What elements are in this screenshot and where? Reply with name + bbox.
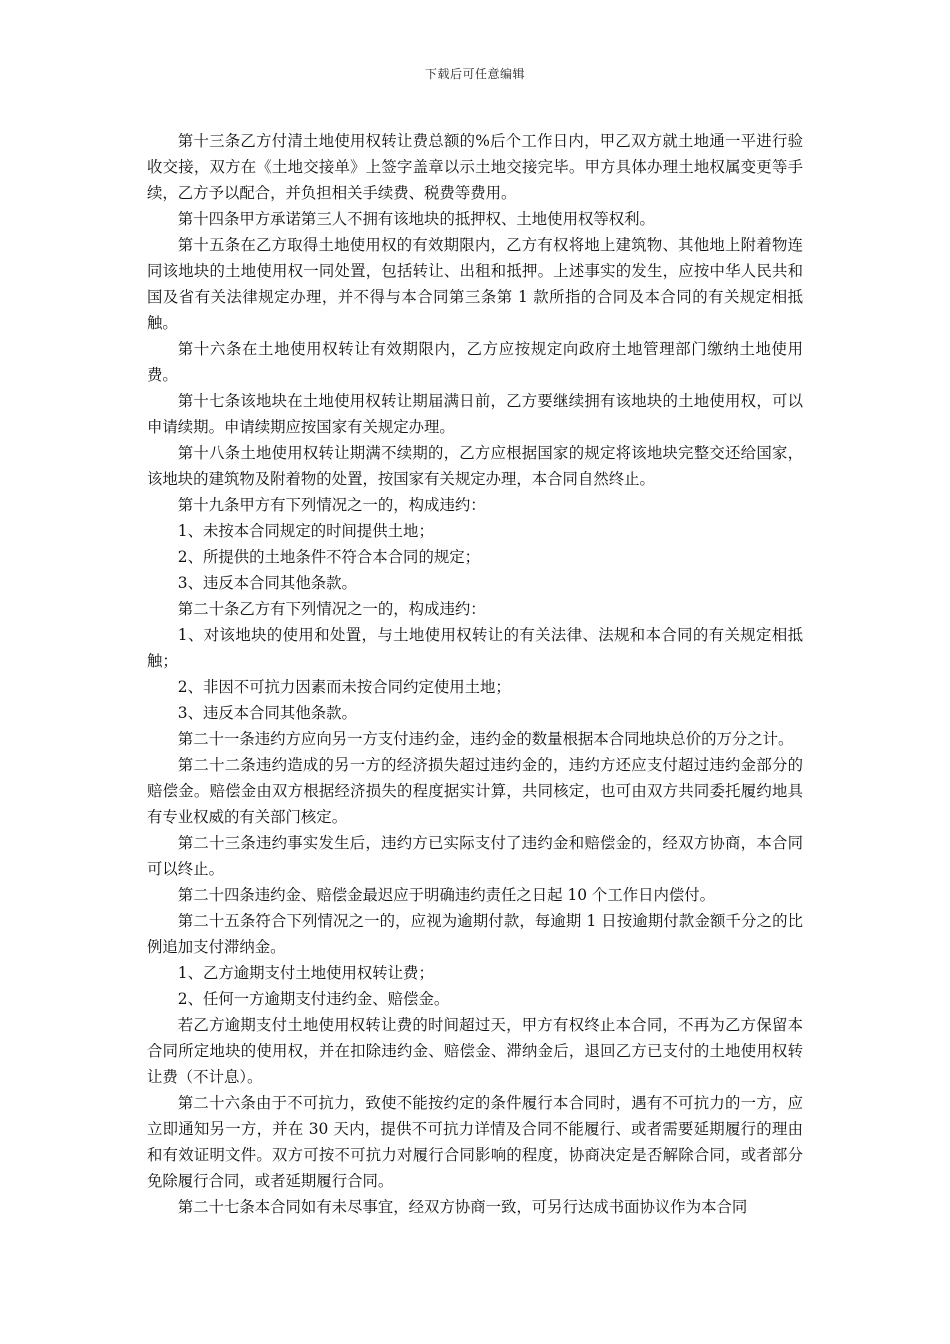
list-item-20-3: 3、违反本合同其他条款。 xyxy=(177,704,357,722)
list-item-25-2: 2、任何一方逾期支付违约金、赔偿金。 xyxy=(177,990,450,1008)
page-header-note: 下载后可任意编辑 xyxy=(424,67,525,81)
paragraph-article-15: 第十五条在乙方取得土地使用权的有效期限内，乙方有权将地上建筑物、其他地上附着物连同该地块的土地使用权一同处置，包括转让、出租和抵押。上述事实的发生，应按中华人民共和国及省有关法律规定办理，并不得与本合同第三条第 1 款所指的合同及本合同的有关规定相抵触。 xyxy=(147,236,803,332)
paragraph-article-27: 第二十七条本合同如有未尽事宜，经双方协商一致，可另行达成书面协议作为本合同 xyxy=(177,1198,748,1216)
paragraph-article-19: 第十九条甲方有下列情况之一的，构成违约： xyxy=(177,496,486,514)
list-item-20-1: 1、对该地块的使用和处置，与土地使用权转让的有关法律、法规和本合同的有关规定相抵触； xyxy=(147,626,803,670)
paragraph-overdue-termination: 若乙方逾期支付土地使用权转让费的时间超过天，甲方有权终止本合同，不再为乙方保留本合同所定地块的使用权，并在扣除违约金、赔偿金、滞纳金后，退回乙方已支付的土地使用权转让费（不计息）。 xyxy=(147,1016,803,1086)
paragraph-article-14: 第十四条甲方承诺第三人不拥有该地块的抵押权、土地使用权等权利。 xyxy=(177,210,655,228)
paragraph-article-24: 第二十四条违约金、赔偿金最迟应于明确违约责任之日起 10 个工作日内偿付。 xyxy=(177,886,716,904)
list-item-19-2: 2、所提供的土地条件不符合本合同的规定； xyxy=(177,548,481,566)
paragraph-article-18: 第十八条土地使用权转让期满不续期的，乙方应根据国家的规定将该地块完整交还给国家，该地块的建筑物及附着物的处置，按国家有关规定办理，本合同自然终止。 xyxy=(147,444,803,488)
list-item-19-1: 1、未按本合同规定的时间提供土地； xyxy=(177,522,434,540)
paragraph-article-17: 第十七条该地块在土地使用权转让期届满日前，乙方要继续拥有该地块的土地使用权，可以申请续期。申请续期应按国家有关规定办理。 xyxy=(147,392,803,436)
paragraph-article-13: 第十三条乙方付清土地使用权转让费总额的%后个工作日内，甲乙双方就土地通一平进行验收交接，双方在《土地交接单》上签字盖章以示土地交接完毕。甲方具体办理土地权属变更等手续，乙方予以配合，并负担相关手续费、税费等费用。 xyxy=(147,132,803,202)
list-item-20-2: 2、非因不可抗力因素而未按合同约定使用土地； xyxy=(177,678,511,696)
paragraph-article-25: 第二十五条符合下列情况之一的，应视为逾期付款，每逾期 1 日按逾期付款金额千分之的比例追加支付滞纳金。 xyxy=(147,912,803,956)
paragraph-article-22: 第二十二条违约造成的另一方的经济损失超过违约金的，违约方还应支付超过违约金部分的赔偿金。赔偿金由双方根据经济损失的程度据实计算，共同核定，也可由双方共同委托履约地具有专业权威的有关部门核定。 xyxy=(147,756,803,826)
paragraph-article-21: 第二十一条违约方应向另一方支付违约金，违约金的数量根据本合同地块总价的万分之计。 xyxy=(177,730,794,748)
paragraph-article-20: 第二十条乙方有下列情况之一的，构成违约： xyxy=(177,600,486,618)
paragraph-article-26: 第二十六条由于不可抗力，致使不能按约定的条件履行本合同时，遇有不可抗力的一方，应立即通知另一方，并在 30 天内，提供不可抗力详情及合同不能履行、或者需要延期履行的理由和有效证明文件。双方可按不可抗力对履行合同影响的程度，协商决定是否解除合同，或者部分免除履行合同，或者延期履行合同。 xyxy=(147,1094,803,1190)
list-item-19-3: 3、违反本合同其他条款。 xyxy=(177,574,357,592)
paragraph-article-16: 第十六条在土地使用权转让有效期限内，乙方应按规定向政府土地管理部门缴纳土地使用费。 xyxy=(147,340,803,384)
list-item-25-1: 1、乙方逾期支付土地使用权转让费； xyxy=(177,964,434,982)
paragraph-article-23: 第二十三条违约事实发生后，违约方已实际支付了违约金和赔偿金的，经双方协商，本合同可以终止。 xyxy=(147,834,803,878)
contract-body xyxy=(147,128,803,1220)
